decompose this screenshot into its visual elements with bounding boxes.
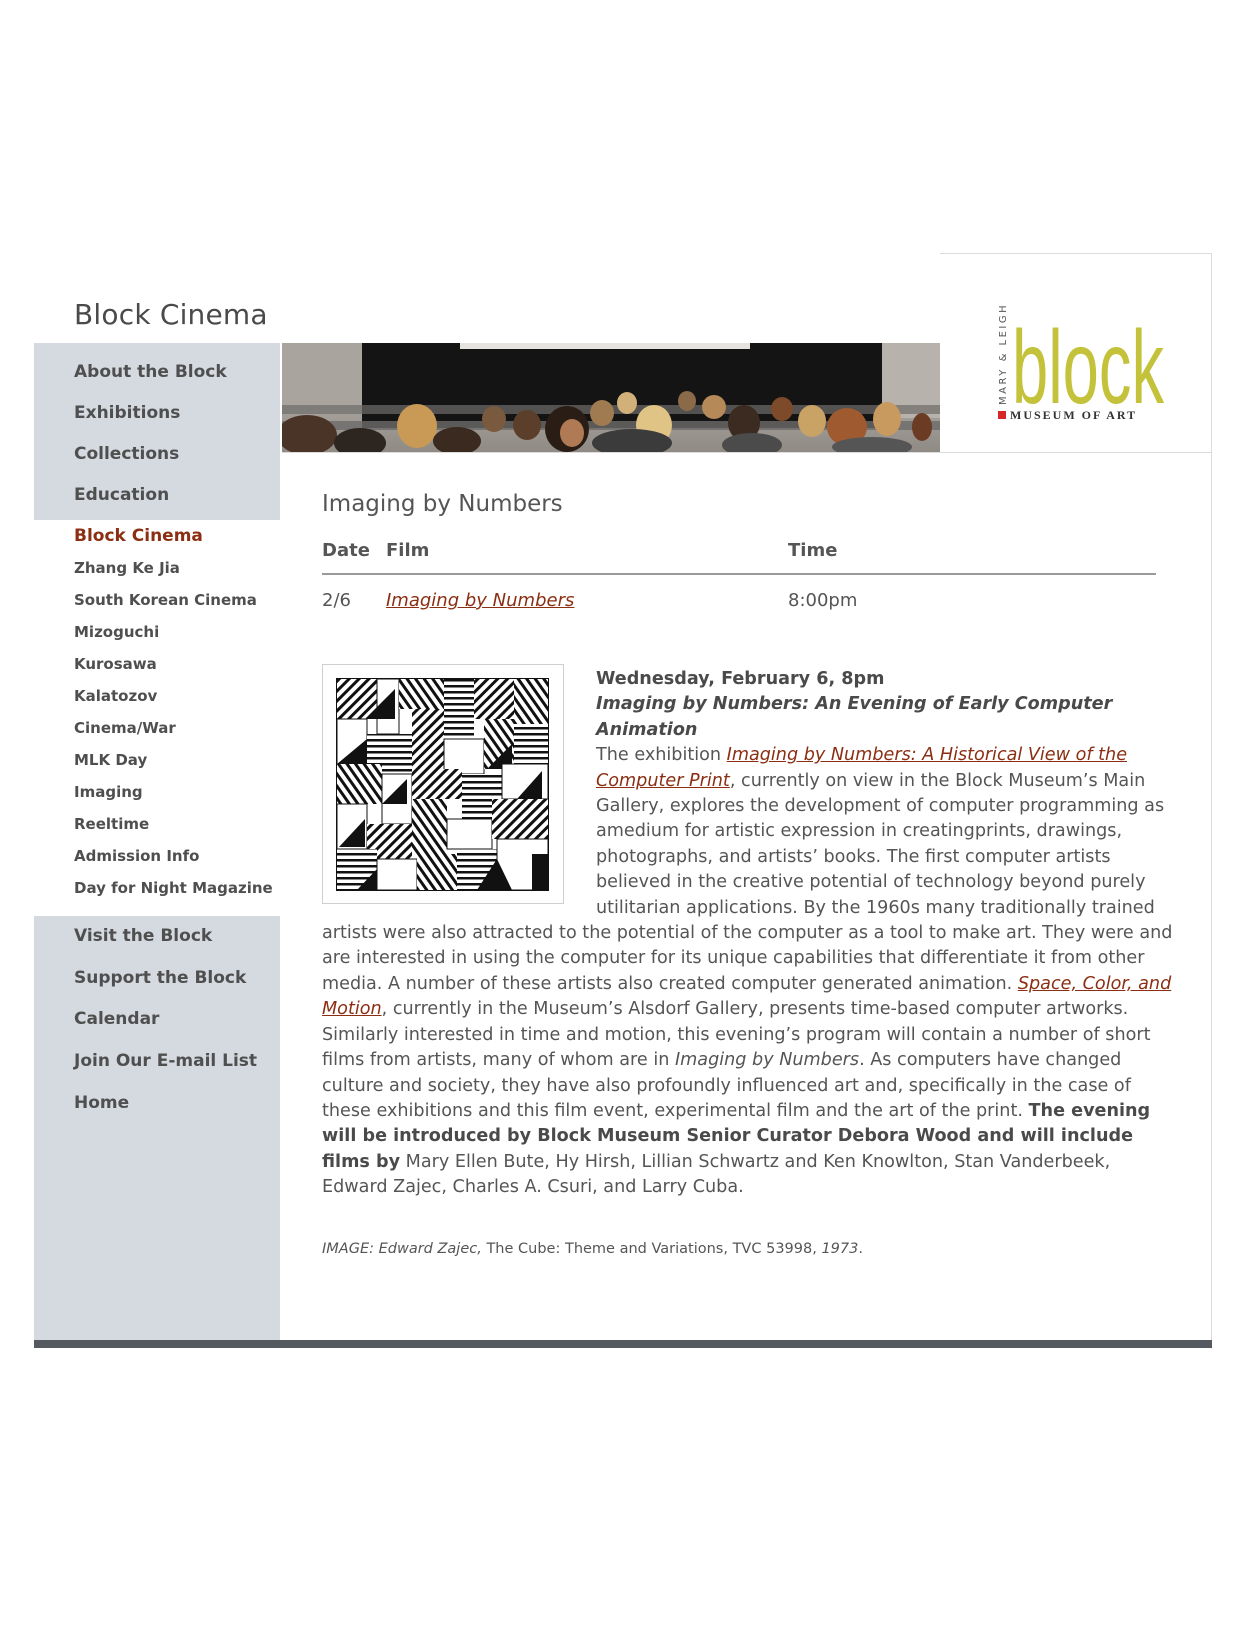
exhibition-link-space-color-motion[interactable]: Space, Color, and Motion	[322, 973, 1172, 1020]
table-header-rule	[322, 573, 1156, 575]
event-title: Imaging by Numbers: An Evening of Early Computer Animation	[596, 694, 1113, 740]
footer-bar	[34, 1340, 1212, 1348]
event-text-part: . As computers have changed culture and society, they have also profoundly influenced art and, specifically in the case of these exhibitions and this film event, experimental film and the art of the print.	[322, 1050, 1131, 1121]
caption-title: The Cube: Theme and Variations, TVC 53998,	[486, 1241, 822, 1257]
exhibition-link-imaging-by-numbers[interactable]: Imaging by Numbers: A Historical View of the Computer Print	[596, 745, 1128, 791]
caption-credit: IMAGE: Edward Zajec,	[322, 1241, 487, 1257]
event-text-part: , currently in the Museum’s Alsdorf Gallery, presents time-based computer artworks. Similarly interested in time and motion, this evening’s program will contain a number of short films from artists, many of whom are in	[322, 999, 1151, 1071]
event-text-bold: The evening will be introduced by Block Museum Senior Curator Debora Wood and will include films by	[322, 1100, 1151, 1172]
event-text-italic: Imaging by Numbers	[674, 1050, 860, 1071]
nav-sub-admission-info[interactable]: Admission Info	[74, 847, 200, 865]
event-text-part: Mary Ellen Bute, Hy Hirsh, Lillian Schwartz and Ken Knowlton, Stan Vanderbeek, Edward Zajec, Charles A. Csuri, and Larry Cuba.	[322, 1151, 1111, 1198]
event-text-part: , currently on view in the Block Museum’s Main Gallery, explores the development of computer programming as amedium for artistic expression in creatingprints, drawings, photographs, and artists’ books. The first computer artists believed in the creative potential of technology beyond purely utilitarian applications. By the 1960s many traditionally trained artists were also attracted to the potential of the computer as a tool to make art. They were and are interested in using the computer for its unique capabilities that differentiate it from other media. A number of these artists also created computer generated animation.	[322, 770, 1173, 994]
table-header-time: Time	[788, 540, 838, 561]
frame-top-border	[940, 253, 1211, 254]
nav-education[interactable]: Education	[74, 485, 170, 505]
nav-sub-mlk-day[interactable]: MLK Day	[74, 751, 148, 769]
header-divider	[282, 452, 1211, 453]
nav-sub-zhang-ke-jia[interactable]: Zhang Ke Jia	[74, 559, 180, 577]
nav-calendar[interactable]: Calendar	[74, 1009, 160, 1029]
logo-vertical-text: MARY & LEIGH	[998, 302, 1009, 405]
nav-block-cinema-current[interactable]: Block Cinema	[74, 526, 203, 546]
artwork-float-spacer	[322, 667, 596, 915]
nav-collections[interactable]: Collections	[74, 444, 180, 464]
nav-sub-south-korean-cinema[interactable]: South Korean Cinema	[74, 591, 257, 609]
frame-right-border	[1211, 253, 1212, 1349]
table-cell-date: 2/6	[322, 590, 351, 611]
nav-home[interactable]: Home	[74, 1093, 130, 1113]
cinema-audience-banner-image	[282, 343, 940, 452]
image-caption	[322, 1241, 863, 1257]
logo-subtitle: MUSEUM OF ART	[1010, 408, 1138, 422]
nav-about-the-block[interactable]: About the Block	[74, 362, 227, 382]
nav-sub-kurosawa[interactable]: Kurosawa	[74, 655, 157, 673]
table-cell-time: 8:00pm	[788, 590, 858, 611]
nav-sub-mizoguchi[interactable]: Mizoguchi	[74, 623, 160, 641]
caption-end: .	[858, 1241, 863, 1257]
event-description	[322, 667, 1174, 1201]
nav-sub-imaging[interactable]: Imaging	[74, 783, 143, 801]
nav-exhibitions[interactable]: Exhibitions	[74, 403, 181, 423]
nav-sub-cinema-war[interactable]: Cinema/War	[74, 719, 176, 737]
nav-support-the-block[interactable]: Support the Block	[74, 968, 247, 988]
event-text-part: The exhibition	[596, 745, 727, 766]
nav-visit-the-block[interactable]: Visit the Block	[74, 926, 213, 946]
table-header-date: Date	[322, 540, 370, 561]
nav-join-email-list[interactable]: Join Our E-mail List	[74, 1051, 258, 1071]
page-heading: Imaging by Numbers	[322, 491, 563, 517]
nav-sub-kalatozov[interactable]: Kalatozov	[74, 687, 158, 705]
block-museum-logo[interactable]	[990, 283, 1180, 423]
table-header-film: Film	[386, 540, 430, 561]
nav-sub-day-for-night-magazine[interactable]: Day for Night Magazine	[74, 879, 273, 897]
table-cell-film-link[interactable]: Imaging by Numbers	[386, 590, 575, 611]
caption-year: 1973	[821, 1241, 859, 1257]
event-date: Wednesday, February 6, 8pm	[596, 669, 885, 689]
logo-wordmark: block	[1012, 310, 1165, 423]
nav-sub-reeltime[interactable]: Reeltime	[74, 815, 150, 833]
logo-red-square	[998, 411, 1006, 419]
site-title: Block Cinema	[74, 298, 268, 331]
